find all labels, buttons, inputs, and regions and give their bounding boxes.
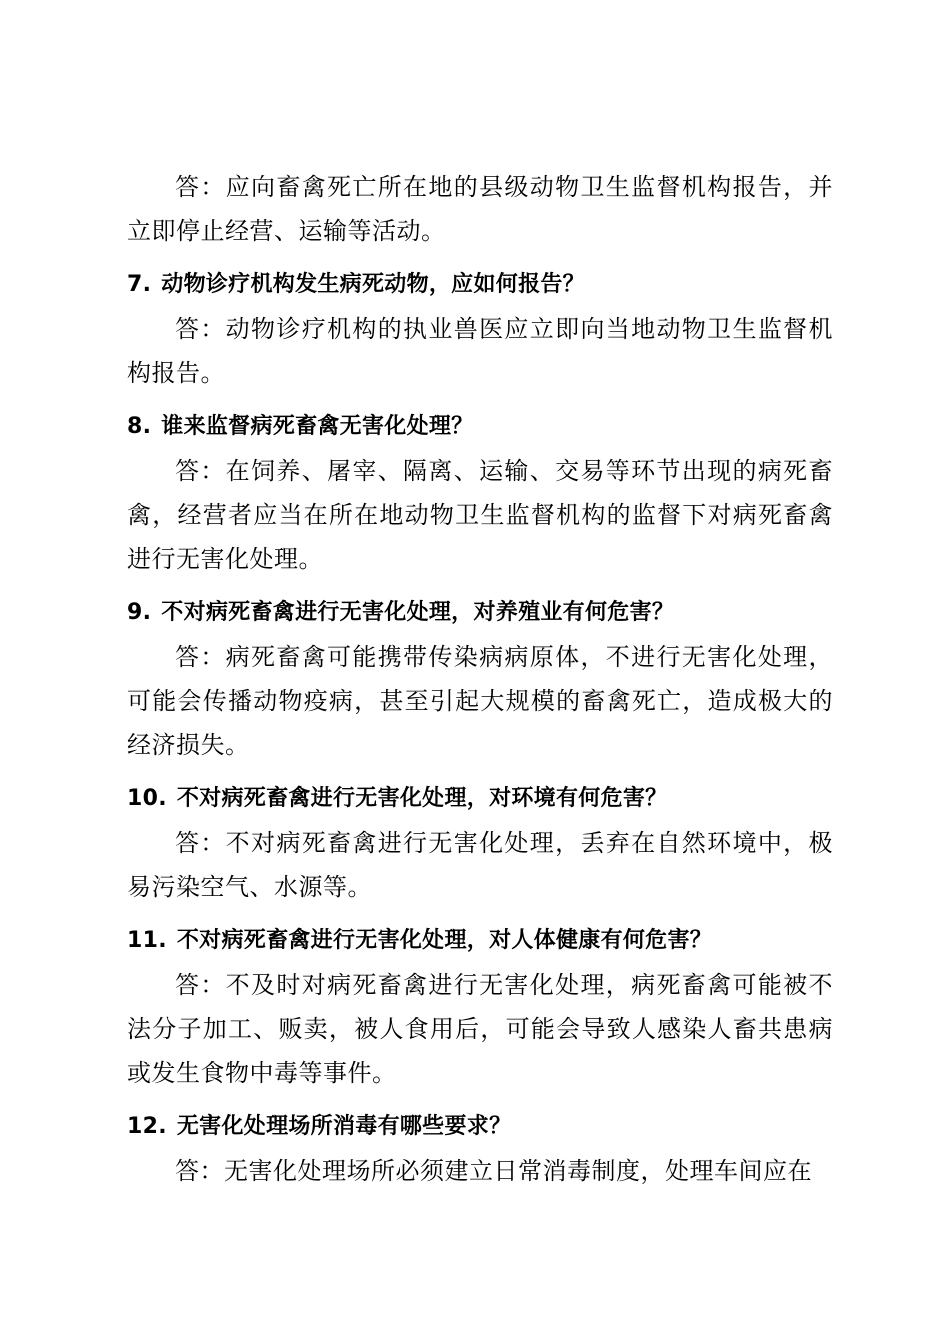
- qa-item-12: [127, 1113, 833, 1193]
- question-9: [127, 599, 833, 627]
- answer-12: 答：无害化处理场所必须建立日常消毒制度，处理车间应在: [175, 1157, 812, 1185]
- answer-6: 答：应向畜禽死亡所在地的县级动物卫生监督机构报告，并立即停止经营、运输等活动。: [127, 173, 833, 245]
- qa-item-10: [127, 785, 833, 909]
- question-number: 10.: [127, 786, 167, 811]
- question-text: 谁来监督病死畜禽无害化处理？: [161, 414, 474, 439]
- question-number: 8.: [127, 414, 152, 439]
- qa-item-7: [127, 271, 833, 395]
- question-text: 不对病死畜禽进行无害化处理，对养殖业有何危害？: [161, 600, 675, 625]
- question-number: 12.: [127, 1114, 167, 1139]
- answer-8: 答：在饲养、屠宰、隔离、运输、交易等环节出现的病死畜禽，经营者应当在所在地动物卫生监督机构的监督下对病死畜禽进行无害化处理。: [127, 457, 833, 573]
- question-10: [127, 785, 833, 813]
- question-12: [127, 1113, 833, 1141]
- question-text: 不对病死畜禽进行无害化处理，对环境有何危害？: [176, 786, 668, 811]
- question-8: [127, 413, 833, 441]
- qa-item-11: [127, 927, 833, 1095]
- document-page: [127, 165, 833, 1193]
- question-number: 9.: [127, 600, 152, 625]
- qa-item-9: [127, 599, 833, 767]
- question-number: 11.: [127, 928, 167, 953]
- question-text: 不对病死畜禽进行无害化处理，对人体健康有何危害？: [176, 928, 713, 953]
- question-text: 无害化处理场所消毒有哪些要求？: [176, 1114, 512, 1139]
- question-text: 动物诊疗机构发生病死动物，应如何报告？: [161, 272, 585, 297]
- question-11: [127, 927, 833, 955]
- answer-9: 答：病死畜禽可能携带传染病病原体，不进行无害化处理，可能会传播动物疫病，甚至引起大规模的畜禽死亡，造成极大的经济损失。: [127, 643, 833, 759]
- qa-item-8: [127, 413, 833, 581]
- question-7: [127, 271, 833, 299]
- answer-7: 答：动物诊疗机构的执业兽医应立即向当地动物卫生监督机构报告。: [127, 315, 833, 387]
- answer-10: 答：不对病死畜禽进行无害化处理，丢弃在自然环境中，极易污染空气、水源等。: [127, 829, 833, 901]
- question-number: 7.: [127, 272, 152, 297]
- answer-11: 答：不及时对病死畜禽进行无害化处理，病死畜禽可能被不法分子加工、贩卖，被人食用后，可能会导致人感染人畜共患病或发生食物中毒等事件。: [127, 971, 833, 1087]
